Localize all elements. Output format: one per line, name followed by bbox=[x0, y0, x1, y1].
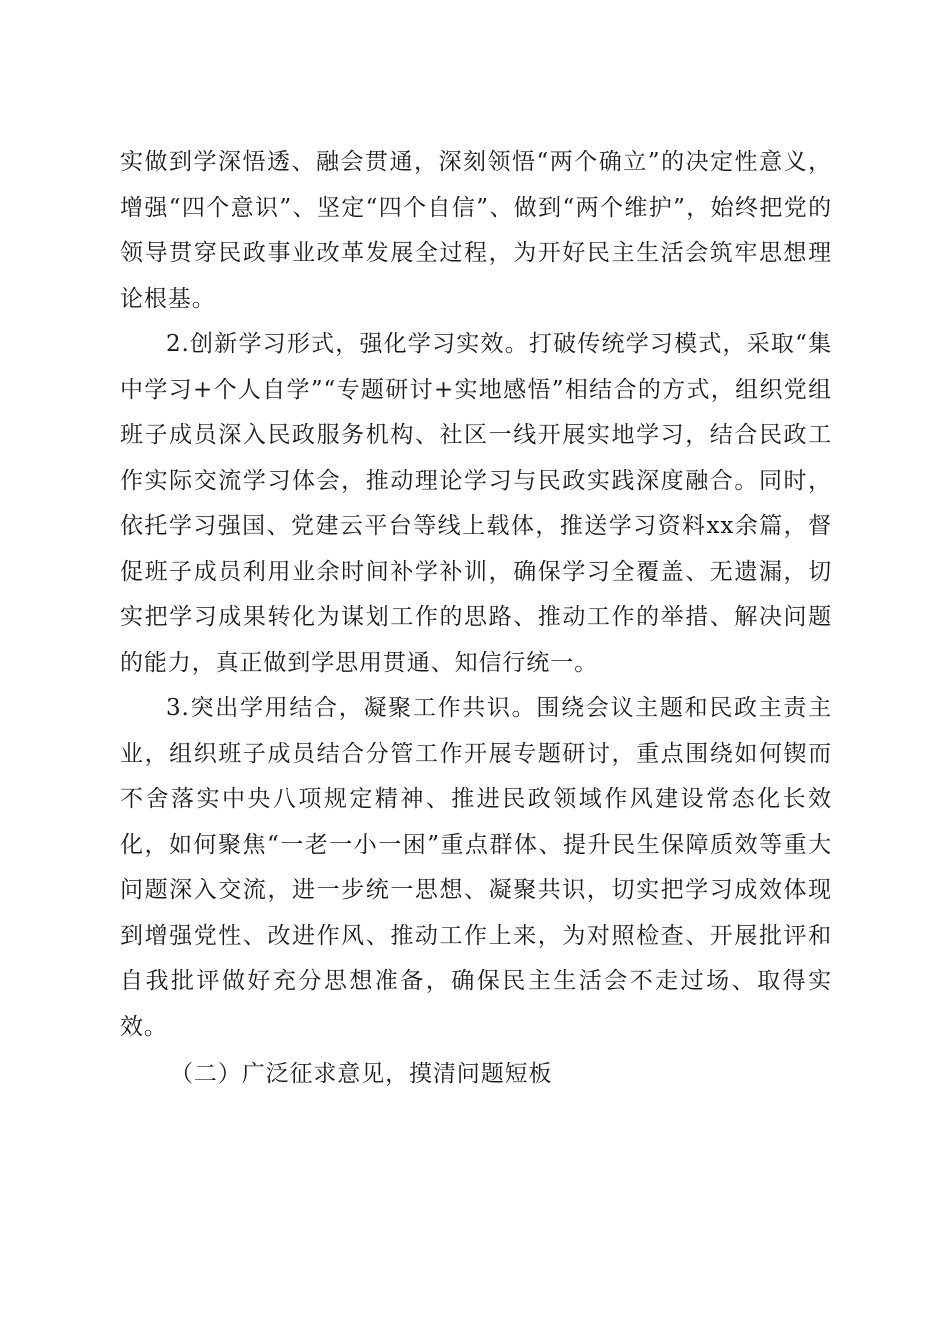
paragraph-continuation: 实做到学深悟透、融会贯通，深刻领悟“两个确立”的决定性意义，增强“四个意识”、坚定“四个自信”、做到“两个维护”，始终把党的领导贯穿民政事业改革发展全过程，为开好民主生活会筑牢思想理论根基。 bbox=[120, 149, 832, 312]
section-heading: （二）广泛征求意见，摸清问题短板 bbox=[170, 1061, 553, 1087]
document-body bbox=[120, 140, 832, 1098]
paragraph-item-3: 3.突出学用结合，凝聚工作共识。围绕会议主题和民政主责主业，组织班子成员结合分管工作开展专题研讨，重点围绕如何锲而不舍落实中央八项规定精神、推进民政领域作风建设常态化长效化，如何聚焦“一老一小一困”重点群体、提升民生保障质效等重大问题深入交流，进一步统一思想、凝聚共识，切实把学习成效体现到增强党性、改进作风、推动工作上来，为对照检查、开展批评和自我批评做好充分思想准备，确保民主生活会不走过场、取得实效。 bbox=[120, 695, 832, 1040]
paragraph-item-2: 2.创新学习形式，强化学习实效。打破传统学习模式，采取“集中学习+个人自学”“专题研讨+实地感悟”相结合的方式，组织党组班子成员深入民政服务机构、社区一线开展实地学习，结合民政工作实际交流学习体会，推动理论学习与民政实践深度融合。同时，依托学习强国、党建云平台等线上载体，推送学习资料xx余篇，督促班子成员利用业余时间补学补训，确保学习全覆盖、无遗漏，切实把学习成果转化为谋划工作的思路、推动工作的举措、解决问题的能力，真正做到学思用贯通、知信行统一。 bbox=[120, 331, 832, 676]
